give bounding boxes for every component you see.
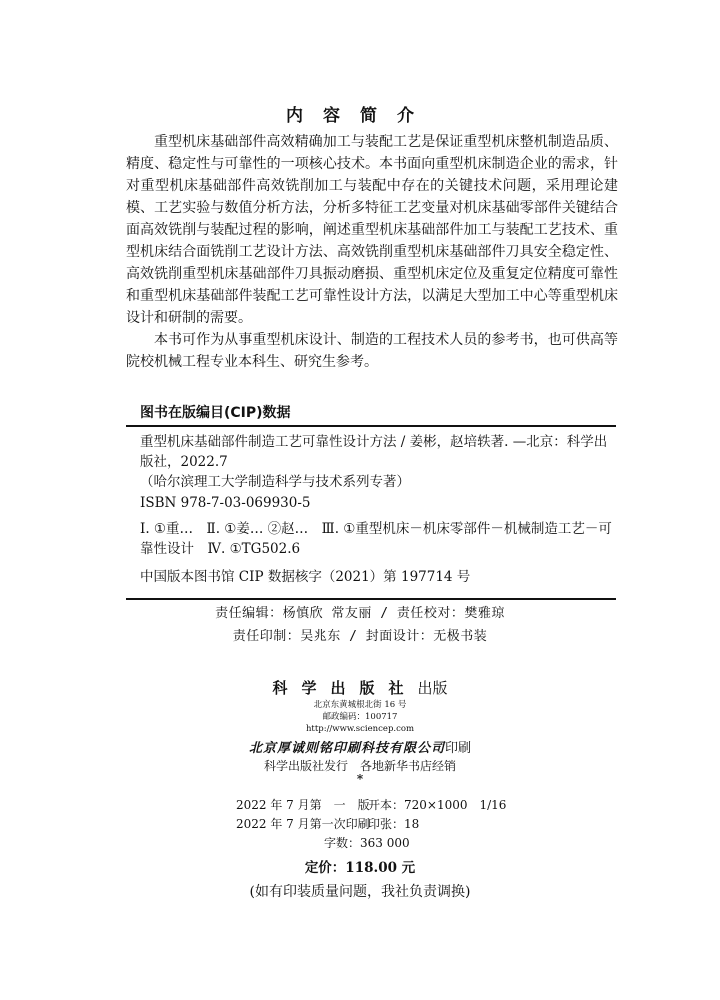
quality-note: (如有印装质量问题，我社负责调换) — [249, 884, 471, 900]
price: 定价：118.00 元 — [304, 860, 416, 876]
summary-paragraph: 重型机床基础部件高效精确加工与装配工艺是保证重型机床整机制造品质、精度、稳定性与可靠性的一项核心技术。本书面向重型机床制造企业的需求，针对重型机床基础部件高效铣削加工与装配中存在的关键技术问题，采用理论建模、工艺实验与数值分析方法，分析多特征工艺变量对机床基础零部件关键结合面高效铣削与装配过程的影响，阐述重型机床基础部件加工与装配工艺技术、重型机床结合面铣削工艺设计方法、高效铣削重型机床基础部件刀具安全稳定性、高效铣削重型机床基础部件刀具振动磨损、重型机床定位及重复定位精度可靠性和重型机床基础部件装配工艺可靠性设计方法，以满足大型加工中心等重型机床设计和研制的需要。 — [126, 134, 618, 326]
separator-star: * — [356, 772, 364, 786]
summary-body — [126, 131, 618, 373]
distribution-line: 科学出版社发行 各地新华书店经销 — [263, 759, 456, 773]
cip-series: （哈尔滨理工大学制造科学与技术系列专著） — [140, 474, 410, 490]
printer-line — [0, 737, 720, 756]
spec-format: 开本：720×1000 1/16 — [368, 798, 507, 812]
cip-isbn: ISBN 978-7-03-069930-5 — [140, 495, 311, 511]
summary-title: 内容简介 — [286, 106, 434, 126]
credits-line-print: 责任印制：吴兆东 / 封面设计：无极书装 — [232, 629, 488, 644]
cip-heading: 图书在版编目(CIP)数据 — [140, 405, 291, 421]
publisher-name — [0, 677, 720, 698]
spec-words: 字数：363 000 — [324, 836, 410, 850]
spec-sheets: 印张：18 — [368, 817, 420, 831]
cip-data-number: 中国版本图书馆 CIP 数据核字（2021）第 197714 号 — [140, 569, 471, 585]
publisher-url: http://www.sciencep.com — [305, 724, 415, 734]
publisher-logo-text: 科学出版社 — [272, 679, 418, 697]
summary-paragraph: 本书可作为从事重型机床设计、制造的工程技术人员的参考书，也可供高等院校机械工程专业本科生、研究生参考。 — [126, 332, 618, 370]
cip-classification: Ⅰ. ①重… Ⅱ. ①姜… ②赵… Ⅲ. ①重型机床－机床零部件－机械制造工艺－可靠性设计 Ⅳ. ①TG502.6 — [140, 521, 612, 557]
credits-line-editors: 责任编辑：杨慎欣 常友丽 / 责任校对：樊雅琼 — [215, 606, 505, 621]
publisher-address: 北京东黄城根北街 16 号 — [313, 700, 407, 710]
publisher-suffix: 出版 — [417, 679, 448, 697]
publisher-postcode: 邮政编码：100717 — [322, 712, 398, 722]
cip-record: 重型机床基础部件制造工艺可靠性设计方法 / 姜彬，赵培轶著. —北京：科学出版社，2022.7 — [140, 434, 608, 470]
spec-edition: 2022 年 7 月第 一 版 — [236, 798, 370, 812]
printer-name: 北京厚诚则铭印刷科技有限公司 — [248, 741, 445, 756]
printer-suffix: 印刷 — [445, 741, 472, 756]
spec-printing: 2022 年 7 月第一次印刷 — [236, 817, 370, 831]
